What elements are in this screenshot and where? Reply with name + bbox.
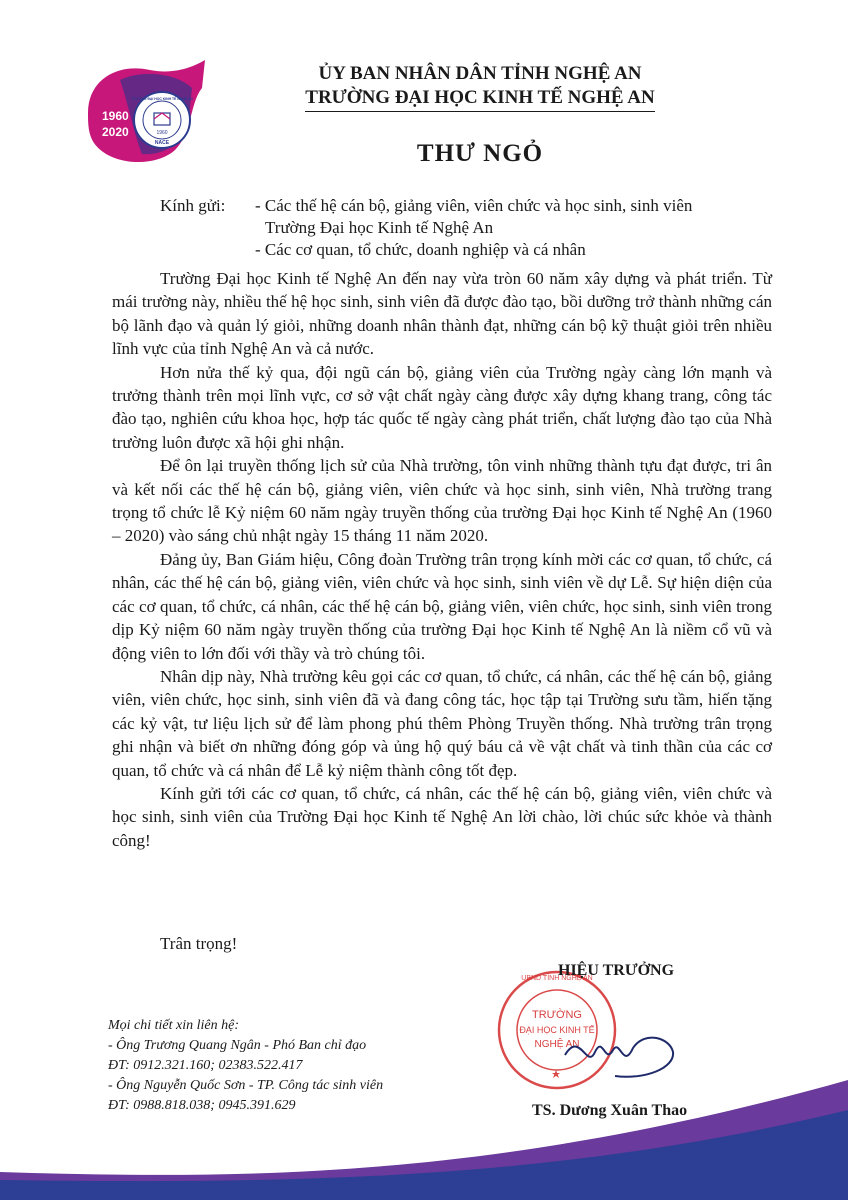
stamp-line: NGHỆ AN [534, 1039, 580, 1050]
recipient-line: - Các cơ quan, tổ chức, doanh nghiệp và cá nhân [255, 240, 586, 259]
letter-title: THƯ NGỎ [416, 140, 544, 167]
signature-scribble [565, 1038, 673, 1077]
stamp-line: TRƯỜNG [532, 1009, 582, 1021]
university-logo [80, 58, 210, 168]
logo-year-end: 2020 [102, 125, 129, 139]
contact-line: ĐT: 0912.321.160; 02383.522.417 [108, 1058, 303, 1073]
footer-wave [0, 1080, 848, 1200]
logo-year-start: 1960 [102, 109, 129, 123]
logo-abbrev: NACE [154, 140, 170, 146]
contact-line: Mọi chi tiết xin liên hệ: [108, 1018, 240, 1033]
stamp-ring-text: UBND TỈNH NGHỆ AN [521, 975, 593, 982]
logo-ring-text: TRƯỜNG ĐẠI HỌC KINH TẾ NGHỆ AN [131, 97, 193, 101]
header-university: TRƯỜNG ĐẠI HỌC KINH TẾ NGHỆ AN [305, 86, 654, 112]
official-stamp [495, 960, 685, 1100]
body-paragraph: Nhân dịp này, Nhà trường kêu gọi các cơ quan, tổ chức, cá nhân, các thế hệ cán bộ, giảng viên, viên chức, học sinh, sinh viên đã và đang công tác, học tập tại Trường sưu tầm, hiến tặng các kỷ vật, tư liệu lịch sử để làm phong phú thêm Phòng Truyền thống. Nhà trường trân trọng ghi nhận và biết ơn những đóng góp và ủng hộ quý báu cả về vật chất và tinh thần của các cơ quan, tổ chức và cá nhân để Lễ kỷ niệm thành công tốt đẹp. [112, 666, 772, 780]
body-paragraph: Đảng ủy, Ban Giám hiệu, Công đoàn Trường trân trọng kính mời các cơ quan, tổ chức, cá nhân, các thế hệ cán bộ, giảng viên, viên chức và học sinh, sinh viên về dự Lễ. Sự hiện diện của các cơ quan, tổ chức, cá nhân, các thế hệ cán bộ, giảng viên, viên chức, học sinh, sinh viên trong dịp Kỷ niệm 60 năm ngày truyền thống của trường Đại học Kinh tế Nghệ An là niềm cổ vũ và động viên to lớn đối với thầy và trò chúng tôi. [112, 549, 772, 663]
recipient-line: - Các thế hệ cán bộ, giảng viên, viên chức và học sinh, sinh viên [255, 196, 693, 215]
stamp-line: ĐẠI HỌC KINH TẾ [519, 1025, 595, 1035]
contact-line: ĐT: 0988.818.038; 0945.391.629 [108, 1098, 296, 1113]
body-paragraph: Để ôn lại truyền thống lịch sử của Nhà trường, tôn vinh những thành tựu đạt được, tri ân và kết nối các thế hệ cán bộ, giảng viên, viên chức và học sinh, sinh viên, Nhà trường trang trọng tổ chức lễ Kỷ niệm 60 năm ngày truyền thống của trường Đại học Kinh tế Nghệ An (1960 – 2020) vào sáng chủ nhật ngày 15 tháng 11 năm 2020. [112, 456, 772, 546]
body-paragraph: Trường Đại học Kinh tế Nghệ An đến nay vừa tròn 60 năm xây dựng và phát triển. Từ mái trường này, nhiều thế hệ học sinh, sinh viên đã được đào tạo, bồi dưỡng trở thành những cán bộ lãnh đạo và quản lý giỏi, những doanh nhân thành đạt, những cán bộ kỹ thuật giỏi trên nhiều lĩnh vực của tỉnh Nghệ An và cả nước. [112, 269, 772, 359]
signer-role: HIỆU TRƯỞNG [558, 962, 675, 979]
body-paragraph: Hơn nửa thế kỷ qua, đội ngũ cán bộ, giảng viên của Trường ngày càng lớn mạnh và trưởng thành trên mọi lĩnh vực, cơ sở vật chất ngày càng được xây dựng khang trang, công tác đào tạo, nghiên cứu khoa học, hợp tác quốc tế ngày càng phát triển, chất lượng đào tạo của Nhà trường luôn được xã hội ghi nhận. [112, 362, 772, 452]
contact-line: - Ông Trương Quang Ngân - Phó Ban chỉ đạo [108, 1038, 367, 1053]
recipients-label: Kính gửi: [160, 196, 226, 215]
body-paragraph: Kính gửi tới các cơ quan, tổ chức, cá nhân, các thế hệ cán bộ, giảng viên, viên chức và học sinh, sinh viên của Trường Đại học Kinh tế Nghệ An lời chào, lời chúc sức khỏe và thành công! [112, 783, 772, 850]
signer-name: TS. Dương Xuân Thao [532, 1102, 688, 1119]
logo-founded: 1960 [156, 130, 168, 136]
closing-line: Trân trọng! [160, 934, 238, 953]
letter-body [112, 267, 772, 852]
header-committee: ỦY BAN NHÂN DÂN TỈNH NGHỆ AN [318, 63, 642, 84]
contact-line: - Ông Nguyễn Quốc Sơn - TP. Công tác sinh viên [108, 1078, 384, 1093]
letter-header [250, 62, 710, 112]
recipient-line: Trường Đại học Kinh tế Nghệ An [265, 218, 494, 237]
